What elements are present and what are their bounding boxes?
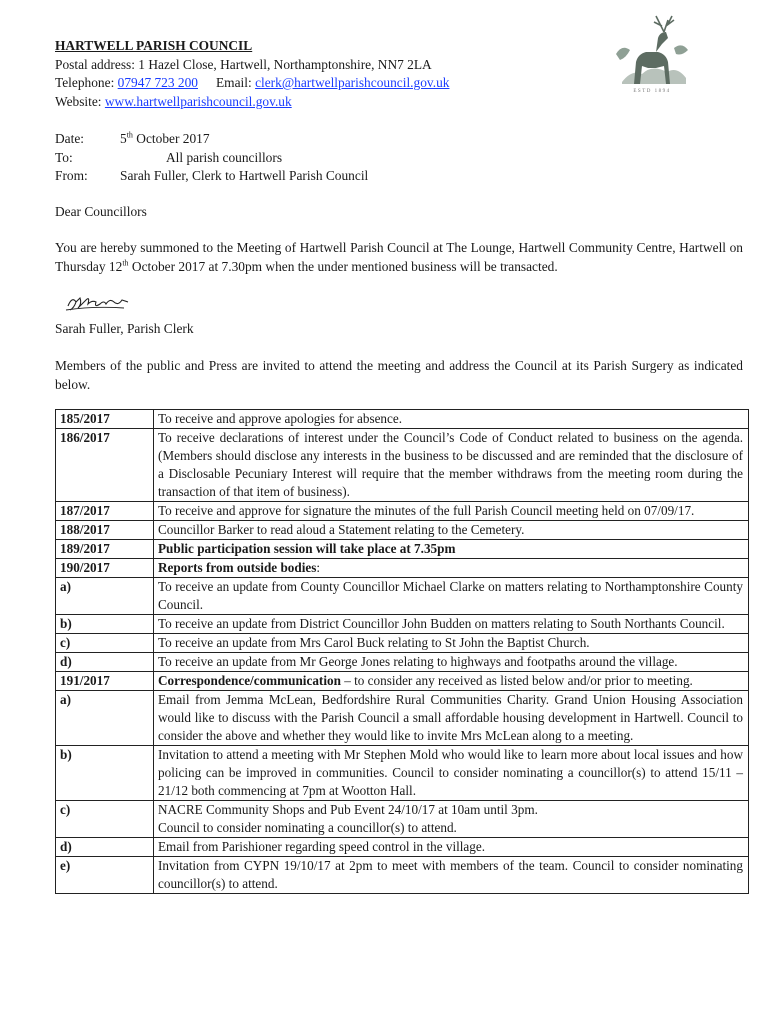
from-value: Sarah Fuller, Clerk to Hartwell Parish Council: [120, 168, 369, 183]
website-label: Website:: [55, 93, 102, 109]
agenda-row: [56, 540, 749, 559]
item-number: e): [56, 857, 154, 894]
to-label: To:: [55, 149, 73, 165]
agenda-row: [56, 521, 749, 540]
item-number: c): [56, 634, 154, 653]
agenda-table: [55, 409, 749, 894]
item-text: Email from Parishioner regarding speed control in the village.: [154, 838, 749, 857]
email-label: Email:: [216, 75, 252, 90]
item-number: 186/2017: [56, 429, 154, 502]
item-number: 190/2017: [56, 559, 154, 578]
agenda-row: [56, 559, 749, 578]
stag-crest-logo: [612, 14, 692, 94]
greeting: Dear Councillors: [55, 204, 147, 219]
agenda-row: [56, 429, 749, 502]
item-text: To receive an update from County Councillor Michael Clarke on matters relating to Northamptonshire County Council.: [154, 578, 749, 615]
website-link[interactable]: www.hartwellparishcouncil.gov.uk: [104, 93, 292, 109]
summons-paragraph: You are hereby summoned to the Meeting of Hartwell Parish Council at The Lounge, Hartwell Community Centre, Hartwell on Thursday 12th October 2017 at 7.30pm when the under mentioned business will be transacted.: [55, 240, 743, 274]
signoff: Sarah Fuller, Parish Clerk: [55, 321, 194, 336]
item-text: Reports from outside bodies:: [154, 559, 749, 578]
agenda-row: [56, 653, 749, 672]
letterhead: [55, 37, 449, 111]
agenda-row: [56, 801, 749, 838]
item-text: To receive an update from District Councillor John Budden on matters relating to South Northants Council.: [154, 615, 749, 634]
item-text: Invitation from CYPN 19/10/17 at 2pm to meet with members of the team. Council to consider nominating councillor(s) to attend.: [154, 857, 749, 894]
item-number: a): [56, 691, 154, 746]
item-text: To receive and approve apologies for absence.: [154, 410, 749, 429]
agenda-row: [56, 502, 749, 521]
to-value: All parish councillors: [166, 149, 283, 165]
item-number: 191/2017: [56, 672, 154, 691]
item-number: 189/2017: [56, 540, 154, 559]
crest-text: ESTD 1894: [633, 89, 671, 94]
agenda-row: [56, 410, 749, 429]
agenda-row: [56, 615, 749, 634]
item-number: 185/2017: [56, 410, 154, 429]
item-number: 188/2017: [56, 521, 154, 540]
memo-details: [55, 130, 368, 186]
agenda-row: [56, 857, 749, 894]
item-number: b): [56, 746, 154, 801]
item-text: Email from Jemma McLean, Bedfordshire Rural Communities Charity. Grand Union Housing Association would like to discuss with the Parish Council a small affordable housing development in Hartwell. Council to consider the above and whether they would like to invite Mrs McLean along to a meeting.: [154, 691, 749, 746]
item-text: To receive and approve for signature the minutes of the full Parish Council meeting held on 07/09/17.: [154, 502, 749, 521]
from-row: [55, 167, 368, 186]
telephone-link[interactable]: 07947 723 200: [117, 75, 198, 90]
item-text: Councillor Barker to read aloud a Statement relating to the Cemetery.: [154, 521, 749, 540]
telephone-label: Telephone:: [55, 75, 115, 90]
item-number: d): [56, 838, 154, 857]
email-link[interactable]: clerk@hartwellparishcouncil.gov.uk: [255, 75, 450, 90]
item-text: Public participation session will take place at 7.35pm: [154, 540, 749, 559]
item-text: Correspondence/communication – to consider any received as listed below and/or prior to meeting.: [154, 672, 749, 691]
agenda-row: [56, 691, 749, 746]
agenda-row: [56, 578, 749, 615]
clerk-signature: [64, 292, 134, 314]
council-name: HARTWELL PARISH COUNCIL: [55, 38, 253, 53]
item-text: NACRE Community Shops and Pub Event 24/10/17 at 10am until 3pm. Council to consider nominating a councillor(s) to attend.: [154, 801, 749, 838]
to-row: [55, 149, 368, 168]
date-value: 5th October 2017: [120, 130, 210, 146]
item-text: To receive declarations of interest under the Council’s Code of Conduct related to business on the agenda. (Members should disclose any interests in the business to be discussed and are reminded that the disclosure of a Disclosable Pecuniary Interest will require that the member withdraws from the meeting room during the transaction of that item of business).: [154, 429, 749, 502]
item-number: a): [56, 578, 154, 615]
from-label: From:: [55, 168, 88, 183]
item-number: c): [56, 801, 154, 838]
public-notice: Members of the public and Press are invited to attend the meeting and address the Council at its Parish Surgery as indicated below.: [55, 358, 743, 392]
item-number: 187/2017: [56, 502, 154, 521]
agenda-row: [56, 634, 749, 653]
item-text: To receive an update from Mrs Carol Buck relating to St John the Baptist Church.: [154, 634, 749, 653]
date-label: Date:: [55, 131, 84, 146]
item-text: To receive an update from Mr George Jones relating to highways and footpaths around the village.: [154, 653, 749, 672]
date-row: [55, 130, 368, 149]
agenda-row: [56, 838, 749, 857]
item-number: d): [56, 653, 154, 672]
agenda-row: [56, 672, 749, 691]
website-line: [55, 93, 449, 112]
item-number: b): [56, 615, 154, 634]
item-text: Invitation to attend a meeting with Mr Stephen Mold who would like to learn more about local issues and how policing can be improved in communities. Council to consider nominating a councillor(s) to attend 15/11 – 21/12 both commencing at 7pm at Wootton Hall.: [154, 746, 749, 801]
contact-line: [55, 74, 449, 93]
postal-address: Postal address: 1 Hazel Close, Hartwell, Northamptonshire, NN7 2LA: [55, 56, 432, 72]
agenda-row: [56, 746, 749, 801]
